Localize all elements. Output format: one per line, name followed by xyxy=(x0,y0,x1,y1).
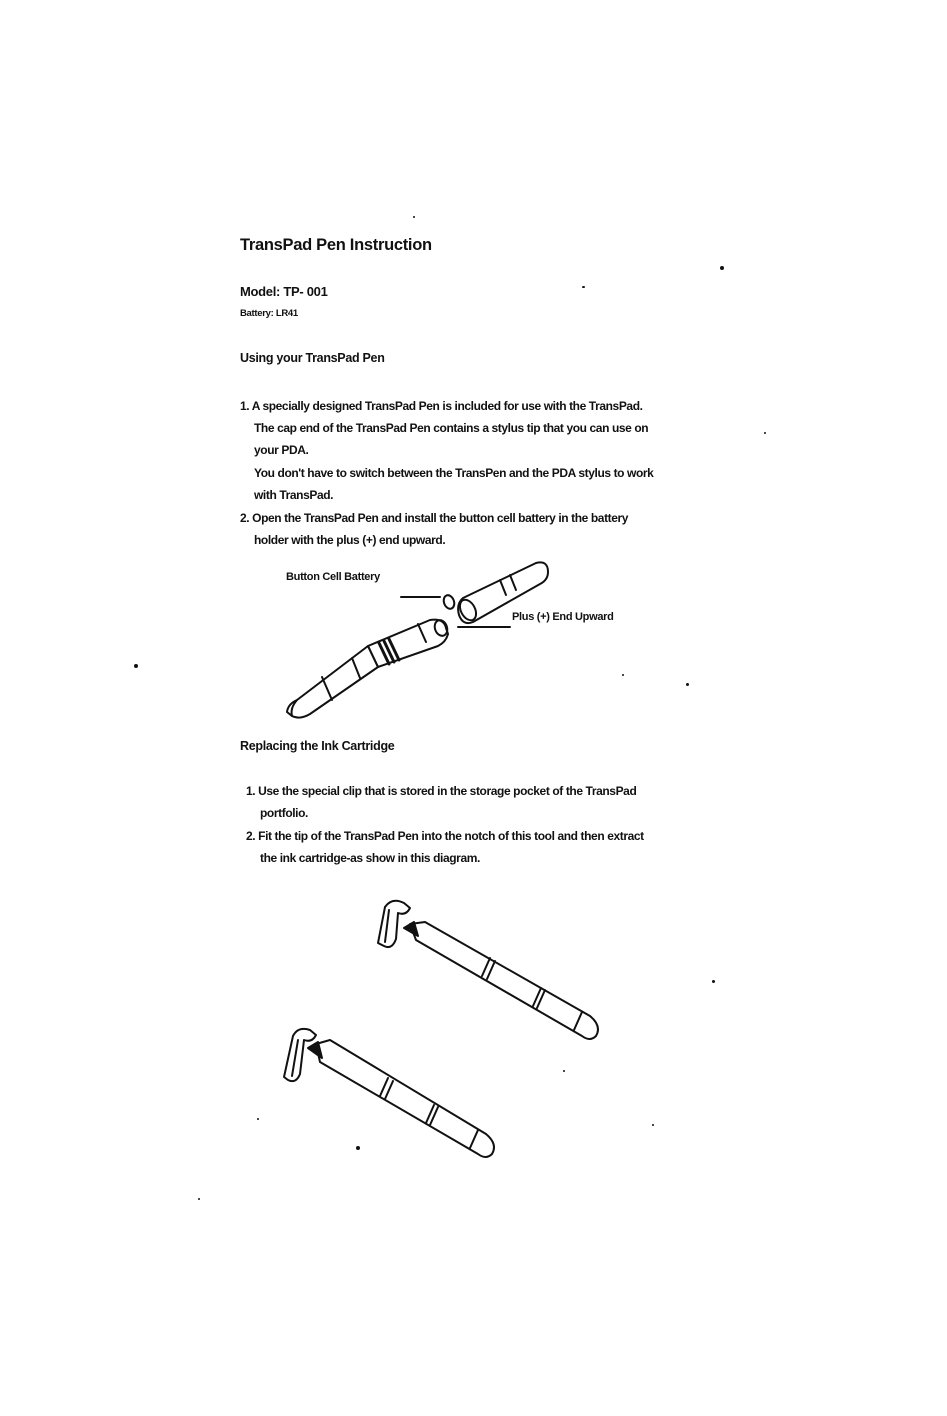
instruction-line: 1. A specially designed TransPad Pen is included for use with the TransPad. xyxy=(240,399,643,413)
scan-speck xyxy=(712,980,715,983)
scan-speck xyxy=(582,286,585,288)
instruction-line: You don't have to switch between the TransPen and the PDA stylus to work xyxy=(254,466,654,480)
pen-body-icon xyxy=(287,618,449,717)
scan-speck xyxy=(622,674,624,676)
label-plus-end-upward: Plus (+) End Upward xyxy=(512,611,614,623)
pen-cap-icon xyxy=(457,562,548,623)
scan-speck xyxy=(563,1070,565,1072)
instruction-line: holder with the plus (+) end upward. xyxy=(254,533,446,547)
button-cell-battery-icon xyxy=(442,594,456,611)
scan-speck xyxy=(198,1198,200,1200)
scan-speck xyxy=(413,216,415,218)
scan-speck xyxy=(720,266,724,270)
upper-pen-with-clip-icon xyxy=(378,901,598,1039)
instruction-line: The cap end of the TransPad Pen contains a stylus tip that you can use on xyxy=(254,421,649,435)
scan-speck xyxy=(134,664,138,668)
instruction-line: 2. Fit the tip of the TransPad Pen into the notch of this tool and then extract xyxy=(246,829,644,843)
scan-speck xyxy=(764,432,766,434)
scan-speck xyxy=(356,1146,360,1150)
page-title: TransPad Pen Instruction xyxy=(240,236,432,254)
instruction-line: your PDA. xyxy=(254,443,309,457)
scan-speck xyxy=(652,1124,654,1126)
model-number: Model: TP- 001 xyxy=(240,284,328,299)
scan-speck xyxy=(686,683,689,686)
section-heading-using: Using your TransPad Pen xyxy=(240,351,385,365)
section-heading-replacing: Replacing the Ink Cartridge xyxy=(240,739,395,753)
instruction-line: portfolio. xyxy=(260,806,308,820)
instruction-line: 1. Use the special clip that is stored in the storage pocket of the TransPad xyxy=(246,784,637,798)
scan-speck xyxy=(257,1118,259,1120)
label-button-cell-battery: Button Cell Battery xyxy=(286,571,380,583)
battery-type: Battery: LR41 xyxy=(240,308,298,319)
instruction-line: 2. Open the TransPad Pen and install the button cell battery in the battery xyxy=(240,511,629,525)
instruction-line: with TransPad. xyxy=(254,488,334,502)
lower-pen-with-clip-icon xyxy=(284,1029,494,1157)
instruction-line: the ink cartridge-as show in this diagram. xyxy=(260,851,480,865)
